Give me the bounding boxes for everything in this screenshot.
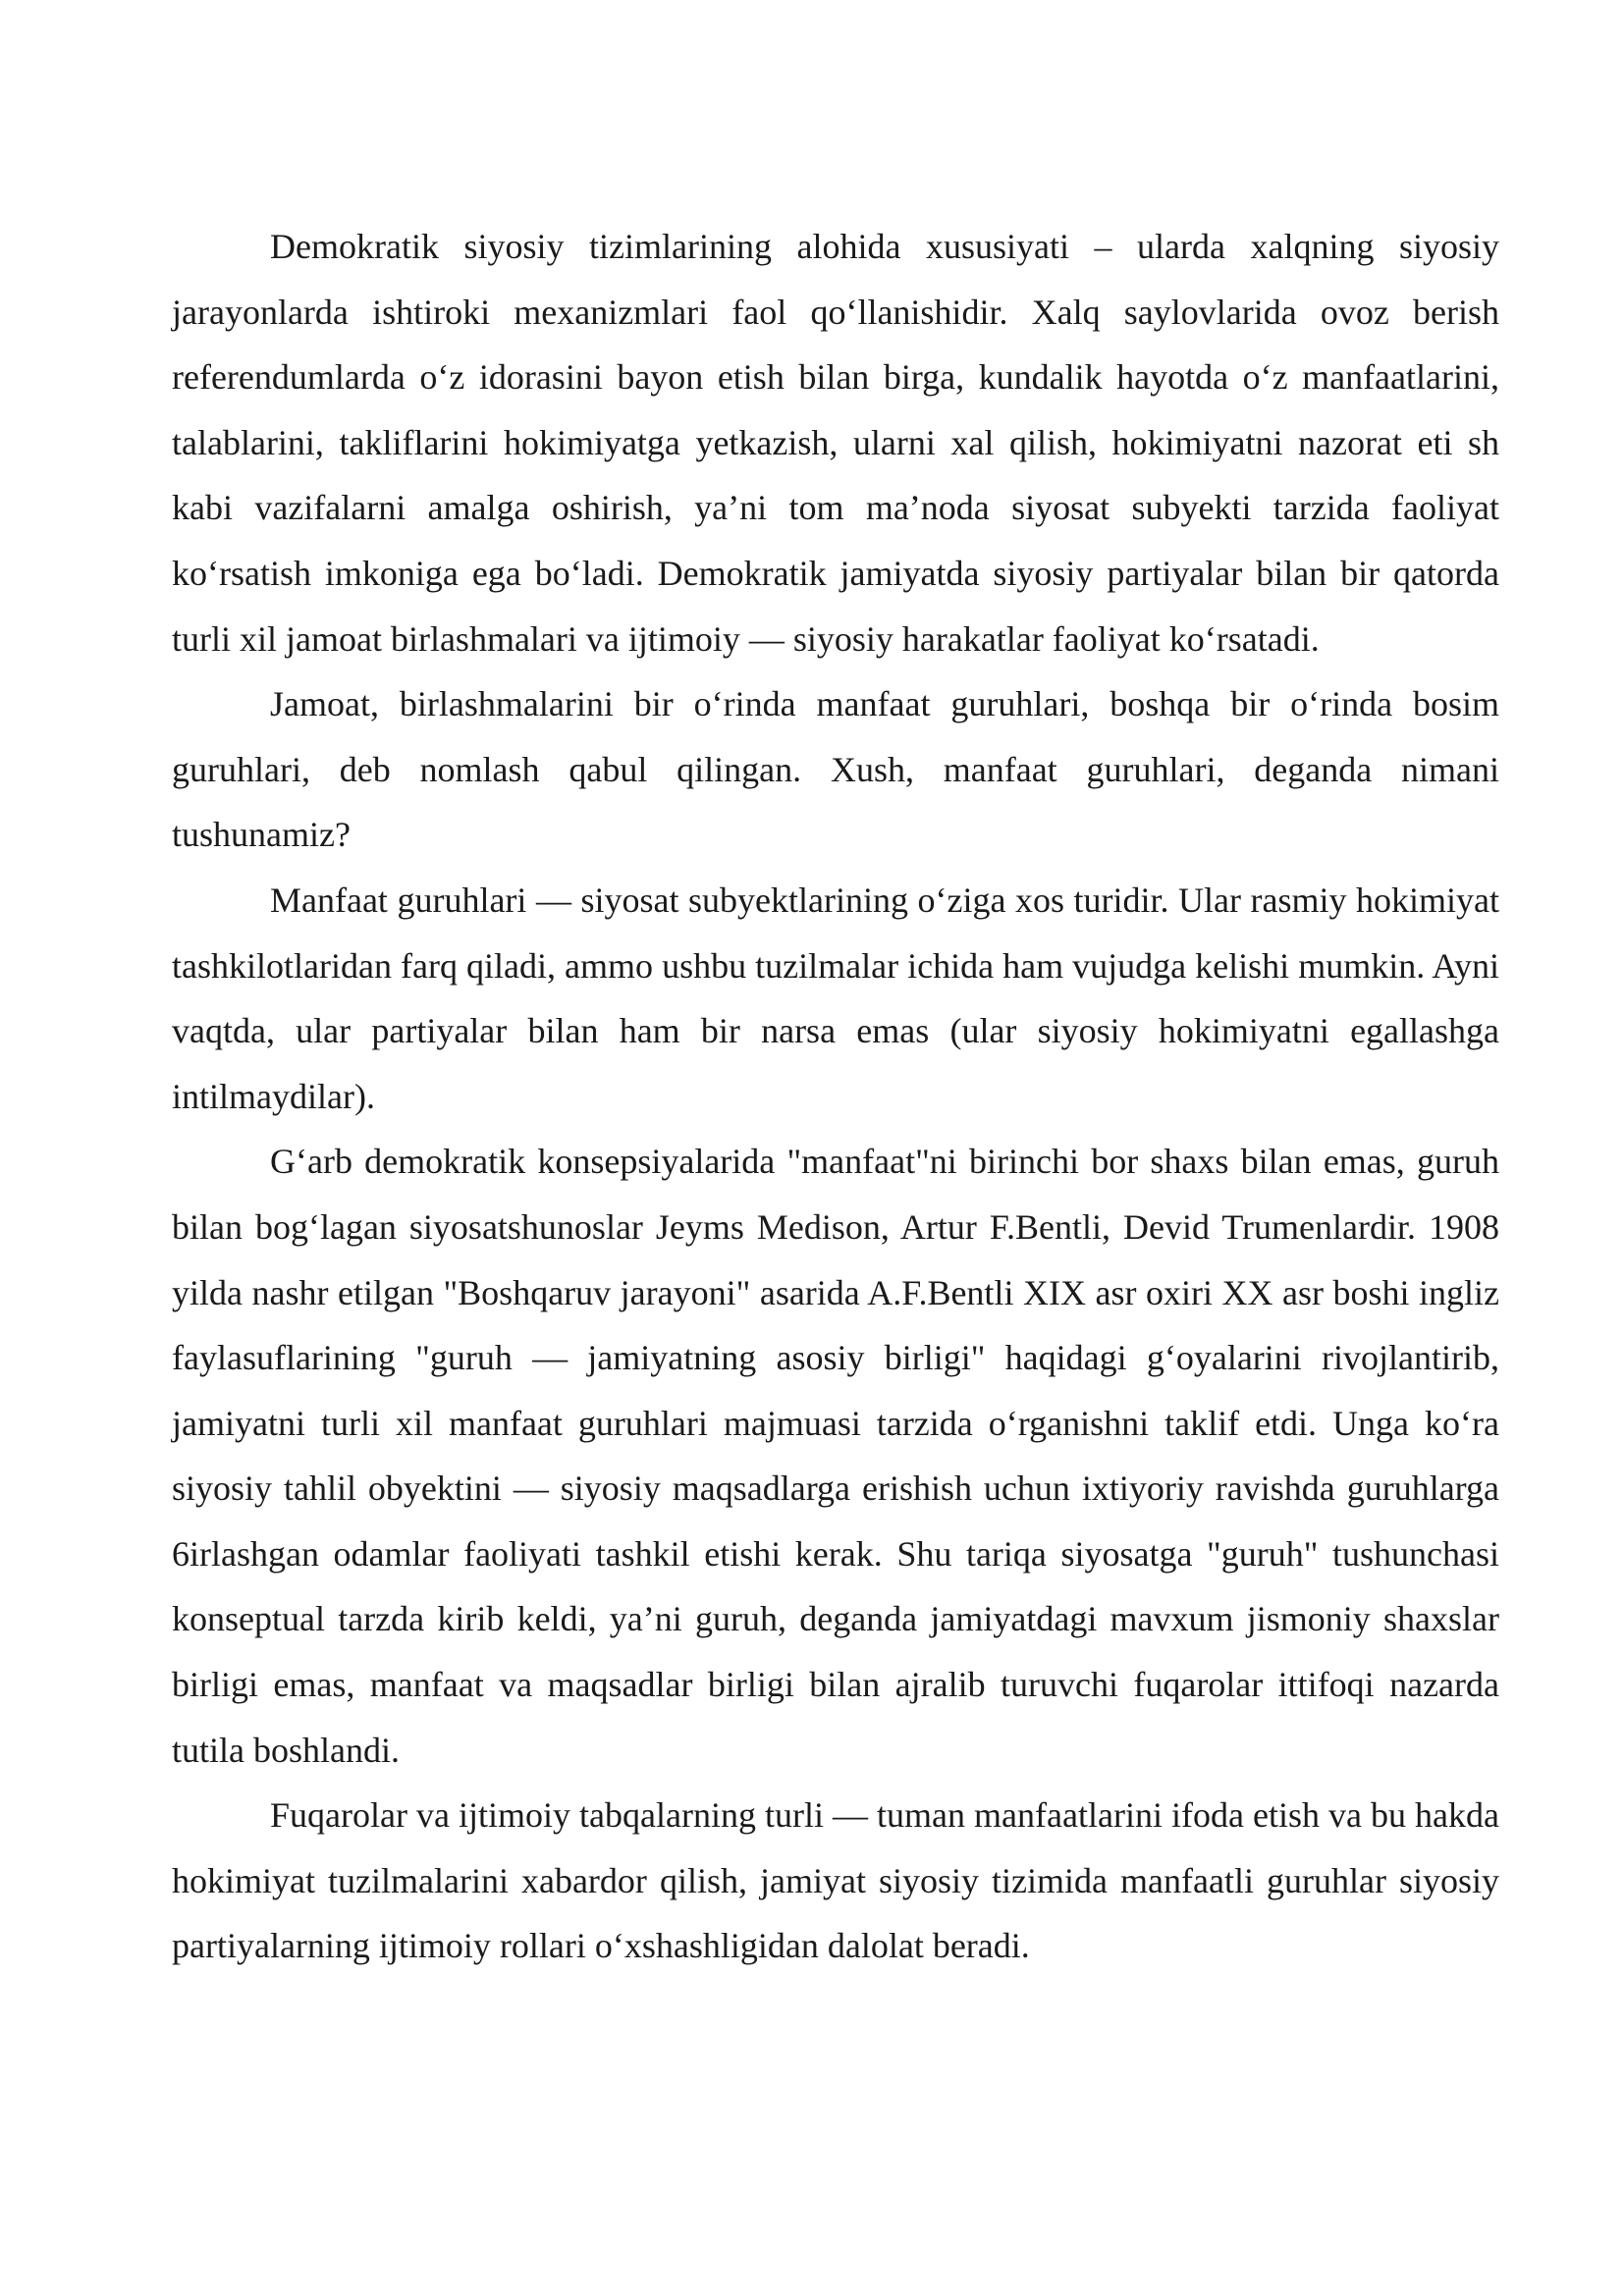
paragraph-democratic-systems: Demokratik siyosiy tizimlarining alohida xususiyati – ularda xalqning siyosiy jarayonlarda ishtiroki mexanizmlari faol qo‘llanishidir. Xalq saylovlarida ovoz berish referendumlarda o‘z idorasini bayon etish bilan birga, kundalik hayotda o‘z manfaatlarini, talablarini, takliflarini hokimiyatga yetkazish, ularni xal qilish, hokimiyatni nazorat eti sh kabi vazifalarni amalga oshirish, ya’ni tom ma’noda siyosat subyekti tarzida faoliyat ko‘rsatish imkoniga ega bo‘ladi. Demokratik jamiyatda siyosiy partiyalar bilan bir qatorda turli xil jamoat birlashmalari va ijtimoiy — siyosiy harakatlar faoliyat ko‘rsatadi. bbox=[172, 227, 1499, 659]
paragraph-citizens-interests: Fuqarolar va ijtimoiy tabqalarning turli — tuman manfaatlarini ifoda etish va bu hakda hokimiyat tuzilmalarini xabardor qilish, jamiyat siyosiy tizimida manfaatli guruhlar siyosiy partiyalarning ijtimoiy rollari o‘xshashligidan dalolat beradi. bbox=[172, 1795, 1499, 1966]
document-body bbox=[172, 214, 1499, 1979]
paragraph-interest-groups-definition: Manfaat guruhlari — siyosat subyektlarining o‘ziga xos turidir. Ular rasmiy hokimiyat tashkilotlaridan farq qiladi, ammo ushbu tuzilmalar ichida ham vujudga kelishi mumkin. Ayni vaqtda, ular partiyalar bilan ham bir narsa emas (ular siyosiy hokimiyatni egallashga intilmaydilar). bbox=[172, 880, 1499, 1116]
paragraph-western-concepts: G‘arb demokratik konsepsiyalarida "manfaat"ni birinchi bor shaxs bilan emas, guruh bilan bog‘lagan siyosatshunoslar Jeyms Medison, Artur F.Bentli, Devid Trumenlardir. 1908 yilda nashr etilgan "Boshqaruv jarayoni" asarida A.F.Bentli XIX asr oxiri XX asr boshi ingliz faylasuflarining "guruh — jamiyatning asosiy birligi" haqidagi g‘oyalarini rivojlantirib, jamiyatni turli xil manfaat guruhlari majmuasi tarzida o‘rganishni taklif etdi. Unga ko‘ra siyosiy tahlil obyektini — siyosiy maqsadlarga erishish uchun ixtiyoriy ravishda guruhlarga 6irlashgan odamlar faoliyati tashkil etishi kerak. Shu tariqa siyosatga "guruh" tushunchasi konseptual tarzda kirib keldi, ya’ni guruh, deganda jamiyatdagi mavxum jismoniy shaxslar birligi emas, manfaat va maqsadlar birligi bilan ajralib turuvchi fuqarolar ittifoqi nazarda tutila boshlandi. bbox=[172, 1142, 1499, 1770]
paragraph-interest-groups-naming: Jamoat, birlashmalarini bir o‘rinda manfaat guruhlari, boshqa bir o‘rinda bosim guruhlari, deb nomlash qabul qilingan. Xush, manfaat guruhlari, deganda nimani tushunamiz? bbox=[172, 684, 1499, 855]
